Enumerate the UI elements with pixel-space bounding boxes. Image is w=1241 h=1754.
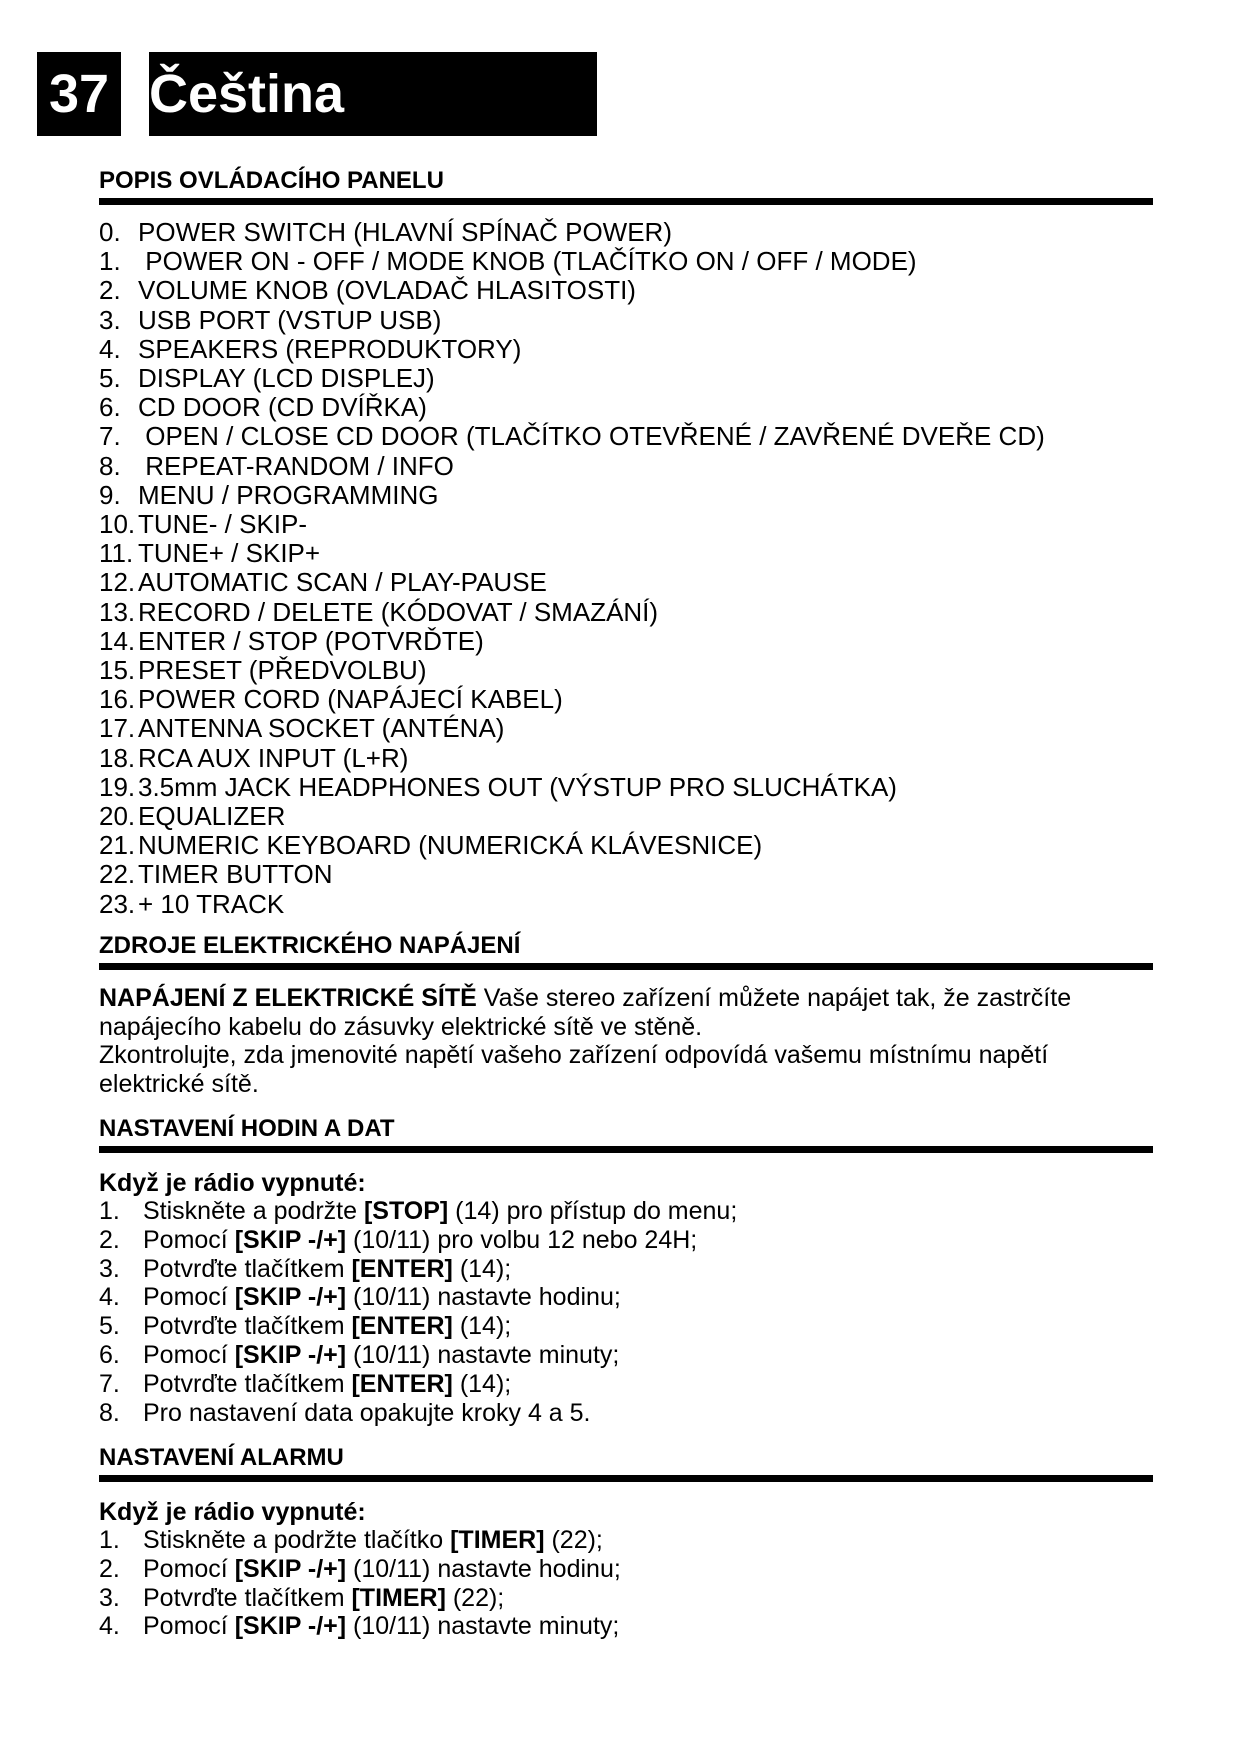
list-item [99, 568, 1153, 597]
list-item [99, 510, 1153, 539]
item-number: 3. [99, 304, 121, 335]
item-text: VOLUME KNOB (OVLADAČ HLASITOSTI) [138, 275, 636, 306]
step-key: [STOP] [363, 1197, 449, 1225]
step-number: 3. [99, 1254, 120, 1283]
item-number: 23. [99, 888, 136, 919]
step-text-end: (22); [544, 1526, 603, 1554]
step-item [99, 1584, 1153, 1613]
item-number: 19. [99, 771, 136, 802]
step-text: Pomocí [143, 1225, 235, 1254]
section-clock-settings [99, 1114, 1153, 1427]
list-item [99, 481, 1153, 510]
step-key: [SKIP -/+] [234, 1554, 347, 1583]
step-key: [ENTER] [351, 1254, 453, 1283]
step-text: Potvrďte tlačítkem [143, 1312, 352, 1341]
step-text: Potvrďte tlačítkem [143, 1369, 352, 1398]
page-title: Čeština [149, 52, 597, 136]
item-number: 2. [99, 275, 121, 306]
step-text-end: (10/11) nastavte minuty; [346, 1340, 620, 1369]
item-text: POWER ON - OFF / MODE KNOB (TLAČÍTKO ON / OFF / MODE) [138, 246, 917, 277]
step-key: [SKIP -/+] [234, 1225, 347, 1254]
item-number: 14. [99, 625, 136, 656]
item-text: TUNE+ / SKIP+ [138, 538, 321, 569]
item-text: PRESET (PŘEDVOLBU) [138, 655, 427, 686]
step-key: [ENTER] [351, 1369, 453, 1398]
item-number: 7. [99, 421, 121, 452]
list-item [99, 276, 1153, 305]
step-key: [SKIP -/+] [234, 1612, 347, 1641]
item-text: ENTER / STOP (POTVRĎTE) [138, 625, 484, 656]
step-item [99, 1341, 1153, 1370]
item-text: TUNE- / SKIP- [138, 509, 308, 540]
step-number: 2. [99, 1225, 120, 1254]
step-number: 4. [99, 1612, 120, 1641]
step-text-end: (14) pro přístup do menu; [448, 1197, 738, 1225]
step-key: [ENTER] [351, 1312, 453, 1341]
list-item [99, 860, 1153, 889]
alarm-steps-list [99, 1526, 1153, 1641]
step-key: [TIMER] [450, 1526, 545, 1554]
step-text-end: (10/11) nastavte minuty; [346, 1612, 620, 1641]
list-item [99, 714, 1153, 743]
step-item [99, 1197, 1153, 1226]
list-item [99, 452, 1153, 481]
list-item [99, 802, 1153, 831]
section-power-supply [99, 931, 1153, 1098]
item-text: MENU / PROGRAMMING [138, 479, 439, 510]
item-text: 3.5mm JACK HEADPHONES OUT (VÝSTUP PRO SLUCHÁTKA) [138, 771, 897, 802]
step-number: 1. [99, 1197, 120, 1225]
list-item [99, 773, 1153, 802]
item-text: OPEN / CLOSE CD DOOR (TLAČÍTKO OTEVŘENÉ / ZAVŘENÉ DVEŘE CD) [138, 421, 1045, 452]
list-item [99, 685, 1153, 714]
list-item [99, 422, 1153, 451]
section-title: POPIS OVLÁDACÍHO PANELU [99, 166, 1153, 205]
clock-steps-list [99, 1197, 1153, 1427]
step-text: Pomocí [143, 1612, 235, 1641]
step-text: Pomocí [143, 1340, 235, 1369]
step-key: [TIMER] [351, 1583, 446, 1612]
list-item [99, 539, 1153, 568]
item-text: NUMERIC KEYBOARD (NUMERICKÁ KLÁVESNICE) [138, 830, 763, 861]
step-item [99, 1226, 1153, 1255]
item-text: RECORD / DELETE (KÓDOVAT / SMAZÁNÍ) [138, 596, 659, 627]
step-item [99, 1526, 1153, 1555]
steps-lead: Když je rádio vypnuté: [99, 1169, 366, 1197]
section-title: NASTAVENÍ ALARMU [99, 1443, 1153, 1482]
item-number: 10. [99, 509, 136, 540]
step-number: 2. [99, 1554, 120, 1583]
step-item [99, 1555, 1153, 1584]
item-number: 1. [99, 246, 121, 277]
step-number: 6. [99, 1340, 120, 1369]
step-text-end: (14); [452, 1254, 512, 1283]
item-text: POWER CORD (NAPÁJECÍ KABEL) [138, 684, 563, 715]
list-item [99, 831, 1153, 860]
step-number: 1. [99, 1526, 120, 1554]
step-text-end: (10/11) nastavte hodinu; [346, 1283, 621, 1312]
step-number: 3. [99, 1583, 120, 1612]
section-alarm-settings [99, 1443, 1153, 1641]
item-text: USB PORT (VSTUP USB) [138, 304, 442, 335]
power-paragraph-2: Zkontrolujte, zda jmenovité napětí vašeho zařízení odpovídá vašemu místnímu napětí elektrické sítě. [99, 1041, 1049, 1098]
step-text: Potvrďte tlačítkem [143, 1254, 352, 1283]
step-text-end: (10/11) nastavte hodinu; [346, 1554, 621, 1583]
list-item [99, 890, 1153, 919]
step-text: Potvrďte tlačítkem [143, 1583, 352, 1612]
control-panel-list [99, 218, 1153, 919]
item-text: EQUALIZER [138, 801, 286, 832]
item-number: 12. [99, 567, 136, 598]
item-number: 18. [99, 742, 136, 773]
item-text: RCA AUX INPUT (L+R) [138, 742, 409, 773]
item-number: 9. [99, 479, 121, 510]
item-number: 17. [99, 713, 136, 744]
list-item [99, 744, 1153, 773]
list-item [99, 627, 1153, 656]
item-number: 5. [99, 363, 121, 394]
item-number: 16. [99, 684, 136, 715]
step-number: 7. [99, 1369, 120, 1398]
item-text: ANTENNA SOCKET (ANTÉNA) [138, 713, 505, 744]
step-text-end: (10/11) pro volbu 12 nebo 24H; [346, 1225, 698, 1254]
item-text: SPEAKERS (REPRODUKTORY) [138, 333, 522, 364]
item-text: AUTOMATIC SCAN / PLAY-PAUSE [138, 567, 547, 598]
list-item [99, 393, 1153, 422]
step-text-end: (14); [452, 1369, 512, 1398]
item-text: TIMER BUTTON [138, 859, 333, 890]
section-control-panel [99, 166, 1153, 919]
step-text: Stiskněte a podržte tlačítko [143, 1526, 451, 1554]
item-number: 20. [99, 801, 136, 832]
step-item [99, 1255, 1153, 1284]
list-item [99, 364, 1153, 393]
step-text: Stiskněte a podržte [143, 1197, 364, 1225]
item-number: 13. [99, 596, 136, 627]
step-key: [SKIP -/+] [234, 1283, 347, 1312]
item-number: 8. [99, 450, 121, 481]
step-key: [SKIP -/+] [234, 1340, 347, 1369]
list-item [99, 306, 1153, 335]
item-number: 6. [99, 392, 121, 423]
step-item [99, 1312, 1153, 1341]
step-text-end: (14); [452, 1312, 512, 1341]
item-text: REPEAT-RANDOM / INFO [138, 450, 454, 481]
section-title: ZDROJE ELEKTRICKÉHO NAPÁJENÍ [99, 931, 1153, 970]
item-text: POWER SWITCH (HLAVNÍ SPÍNAČ POWER) [138, 217, 672, 247]
item-number: 15. [99, 655, 136, 686]
list-item [99, 656, 1153, 685]
list-item [99, 247, 1153, 276]
step-item [99, 1399, 1153, 1428]
step-item [99, 1283, 1153, 1312]
power-lead-text: Vaše stereo zařízení můžete napájet tak, že zastrčíte napájecího kabelu do zásuvky elektrické sítě ve stěně. [99, 984, 1072, 1041]
power-paragraph [99, 984, 1153, 1041]
item-number: 21. [99, 830, 136, 861]
list-item [99, 335, 1153, 364]
item-number: 0. [99, 217, 121, 247]
list-item [99, 218, 1153, 247]
step-text: Pro nastavení data opakujte kroky 4 a 5. [143, 1398, 591, 1427]
list-item [99, 598, 1153, 627]
item-text: CD DOOR (CD DVÍŘKA) [138, 392, 427, 423]
item-number: 22. [99, 859, 136, 890]
step-item [99, 1370, 1153, 1399]
item-text: + 10 TRACK [138, 888, 285, 919]
steps-lead: Když je rádio vypnuté: [99, 1498, 366, 1526]
step-text: Pomocí [143, 1283, 235, 1312]
item-number: 4. [99, 333, 121, 364]
item-number: 11. [99, 538, 134, 569]
page-number: 37 [37, 52, 121, 136]
power-lead-bold: NAPÁJENÍ Z ELEKTRICKÉ SÍTĚ [99, 984, 477, 1012]
step-number: 4. [99, 1283, 120, 1312]
step-number: 5. [99, 1312, 120, 1341]
step-text: Pomocí [143, 1554, 235, 1583]
step-text-end: (22); [445, 1583, 505, 1612]
step-number: 8. [99, 1398, 120, 1427]
item-text: DISPLAY (LCD DISPLEJ) [138, 363, 435, 394]
step-item [99, 1612, 1153, 1641]
section-title: NASTAVENÍ HODIN A DAT [99, 1114, 1153, 1153]
